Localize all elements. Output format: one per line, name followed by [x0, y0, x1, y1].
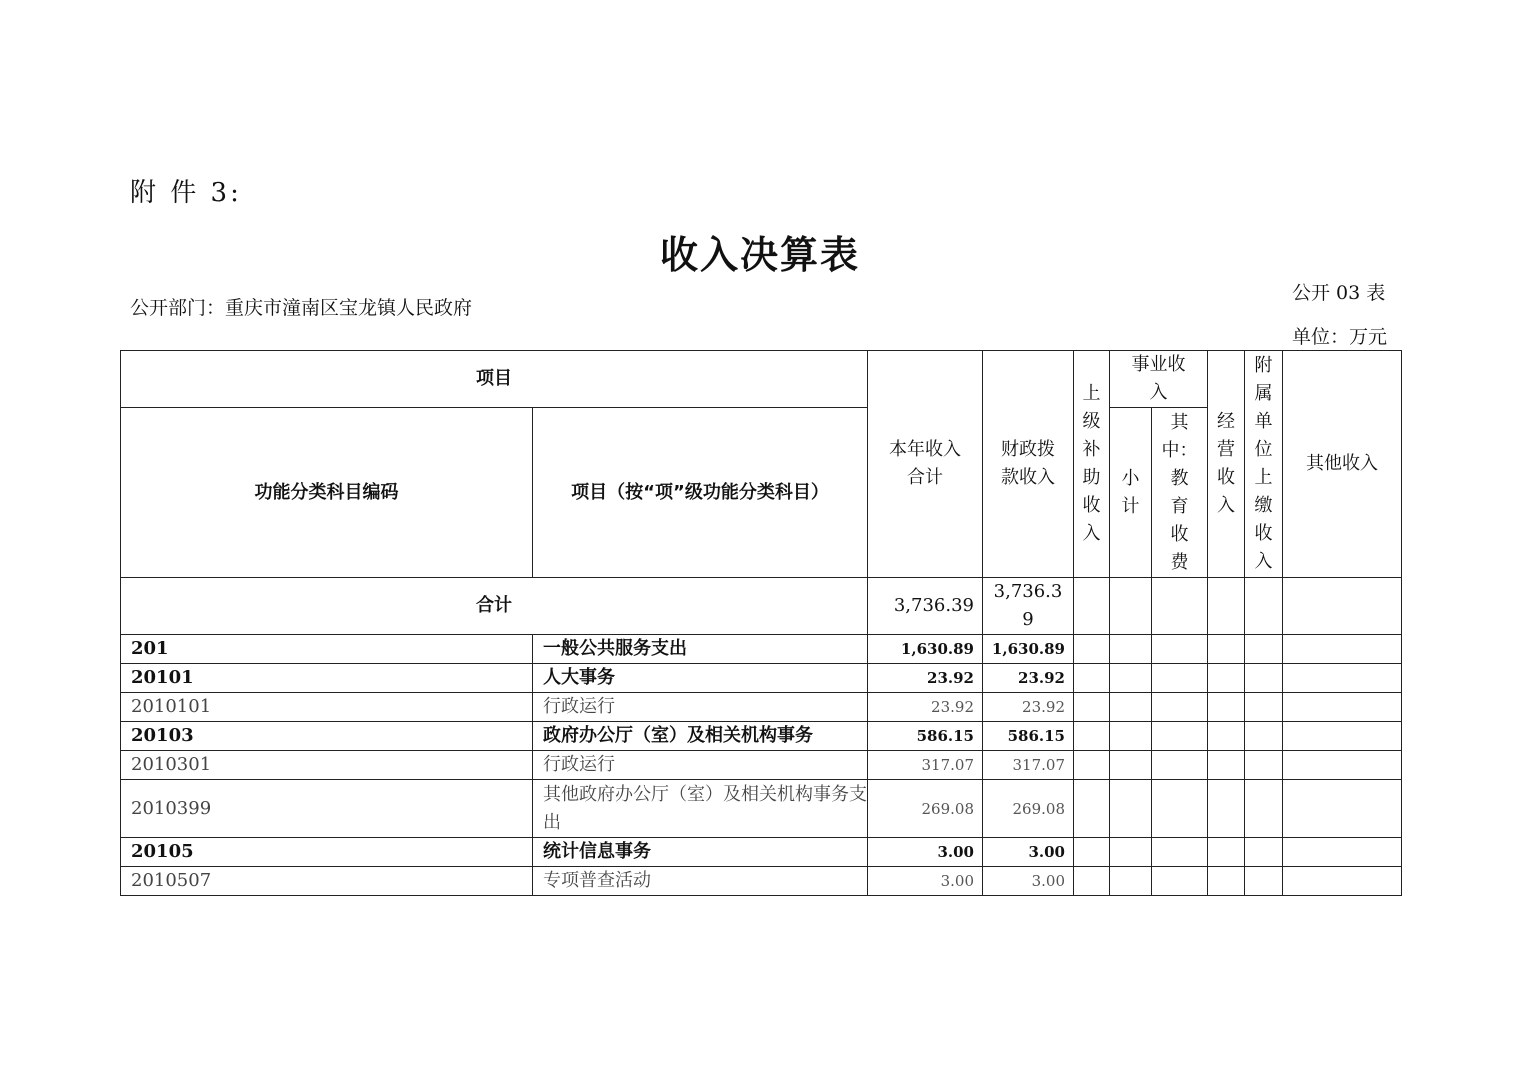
header-superior-subsidy [1074, 351, 1110, 578]
header-char: 费 [1170, 551, 1189, 573]
header-char: 位 [1254, 439, 1273, 460]
row-fiscal: 269.08 [983, 780, 1074, 838]
header-char: 上 [1254, 467, 1273, 488]
header-project: 项目 [121, 351, 868, 408]
table-row [121, 780, 1402, 838]
table-row [121, 664, 1402, 693]
header-char: 上 [1082, 383, 1101, 404]
header-name: 项目（按“项”级功能分类科目） [533, 408, 868, 578]
header-business-subtotal [1110, 408, 1152, 578]
header-char: 小 [1121, 467, 1140, 489]
header-fiscal [983, 351, 1074, 578]
table-row [121, 635, 1402, 664]
row-name: 人大事务 [533, 664, 868, 693]
income-table [120, 350, 1402, 896]
header-char: 育 [1170, 495, 1189, 517]
header-char: 附 [1254, 355, 1273, 376]
header-business-education [1152, 408, 1208, 578]
header-business-income [1110, 351, 1208, 408]
total-amount: 3,736.39 [868, 578, 983, 635]
header-char: 缴 [1254, 495, 1273, 516]
header-char: 其 [1170, 411, 1189, 433]
header-total-line: 合计 [907, 467, 943, 488]
header-char: 中： [1161, 439, 1198, 461]
table-number: 公开 03 表 [1292, 282, 1386, 304]
header-char: 收 [1170, 523, 1189, 545]
table-row [121, 751, 1402, 780]
header-operating-income [1208, 351, 1245, 578]
header-char: 收 [1254, 523, 1273, 544]
header-total [868, 351, 983, 578]
header-affiliated-income [1245, 351, 1283, 578]
table-row [121, 693, 1402, 722]
header-fiscal-line: 款收入 [1001, 467, 1055, 488]
header-char: 收 [1217, 467, 1235, 488]
row-code: 2010507 [121, 867, 533, 896]
header-business-line: 入 [1149, 382, 1168, 403]
row-name: 其他政府办公厅（室）及相关机构事务支出 [533, 780, 868, 838]
header-char: 入 [1254, 551, 1273, 572]
row-fiscal: 23.92 [983, 664, 1074, 693]
total-row [121, 578, 1402, 635]
header-business-line: 事业收 [1131, 354, 1186, 375]
row-total: 23.92 [868, 693, 983, 722]
header-char: 助 [1082, 467, 1101, 488]
row-fiscal: 3.00 [983, 867, 1074, 896]
total-label: 合计 [121, 578, 868, 635]
row-fiscal: 1,630.89 [983, 635, 1074, 664]
row-code: 20105 [121, 838, 533, 867]
row-total: 23.92 [868, 664, 983, 693]
header-char: 单 [1254, 411, 1273, 432]
header-char: 经 [1217, 411, 1235, 432]
header-char: 营 [1217, 439, 1235, 460]
row-total: 269.08 [868, 780, 983, 838]
table-row [121, 867, 1402, 896]
row-total: 3.00 [868, 838, 983, 867]
header-char: 属 [1254, 383, 1273, 404]
header-fiscal-line: 财政拨 [1001, 439, 1055, 460]
row-fiscal: 317.07 [983, 751, 1074, 780]
header-char: 收 [1082, 495, 1101, 516]
row-name: 行政运行 [533, 693, 868, 722]
row-code: 2010101 [121, 693, 533, 722]
header-char: 级 [1082, 411, 1101, 432]
header-other-income: 其他收入 [1283, 351, 1402, 578]
row-code: 201 [121, 635, 533, 664]
header-code: 功能分类科目编码 [121, 408, 533, 578]
header-total-line: 本年收入 [889, 439, 961, 460]
row-name: 专项普查活动 [533, 867, 868, 896]
row-total: 1,630.89 [868, 635, 983, 664]
header-char: 入 [1082, 523, 1101, 544]
row-code: 2010301 [121, 751, 533, 780]
header-char: 计 [1121, 495, 1140, 517]
row-fiscal: 586.15 [983, 722, 1074, 751]
attachment-label: 附 件 3: [130, 178, 242, 208]
total-fiscal-line: 3,736.3 [993, 581, 1063, 602]
row-total: 586.15 [868, 722, 983, 751]
row-code: 20101 [121, 664, 533, 693]
total-fiscal-line: 9 [1022, 609, 1034, 630]
row-name: 行政运行 [533, 751, 868, 780]
row-code: 2010399 [121, 780, 533, 838]
unit-label: 单位：万元 [1292, 326, 1388, 348]
page-title: 收入决算表 [659, 233, 860, 277]
total-fiscal [983, 578, 1074, 635]
table-row [121, 838, 1402, 867]
header-char: 补 [1082, 439, 1101, 460]
row-fiscal: 3.00 [983, 838, 1074, 867]
row-total: 317.07 [868, 751, 983, 780]
header-char: 教 [1170, 467, 1189, 489]
row-total: 3.00 [868, 867, 983, 896]
row-name: 一般公共服务支出 [533, 635, 868, 664]
header-char: 入 [1217, 495, 1235, 516]
row-name: 政府办公厅（室）及相关机构事务 [533, 722, 868, 751]
department-label: 公开部门：重庆市潼南区宝龙镇人民政府 [130, 297, 473, 319]
table-row [121, 722, 1402, 751]
row-fiscal: 23.92 [983, 693, 1074, 722]
row-name: 统计信息事务 [533, 838, 868, 867]
row-code: 20103 [121, 722, 533, 751]
